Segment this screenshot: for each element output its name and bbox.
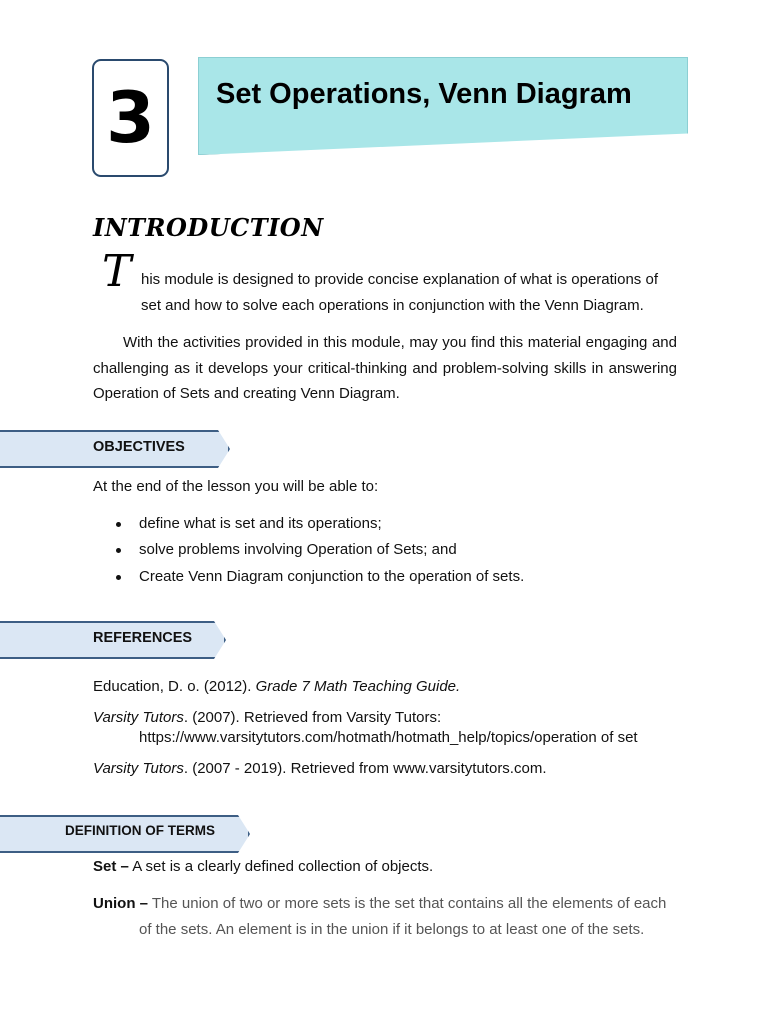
module-number: 3 [106,77,155,159]
term-union-definition: The union of two or more sets is the set that contains all the elements of each [148,895,667,912]
reference-3-text: . (2007 - 2019). Retrieved from www.varsitytutors.com. [183,760,547,777]
term-union-name: Union – [93,895,148,912]
intro-paragraph-2: With the activities provided in this module, may you find this material engaging and challenging as it develops your critical-thinking and problem-solving skills in answering Operation of Sets and creating Venn Diagram. [93,334,677,402]
term-set-definition: A set is a clearly defined collection of objects. [128,858,434,875]
reference-2-url: https://www.varsitytutors.com/hotmath/hotmath_help/topics/operation of set [139,729,638,746]
bullet-dot [116,575,121,580]
definitions-label: DEFINITION OF TERMS [65,823,215,838]
bullet-dot [116,548,121,553]
introduction-heading: INTRODUCTION [93,213,324,242]
intro-paragraph-1: his module is designed to provide concise explanation of what is operations of set and how to solve each operations in conjunction with the Venn Diagram. [141,271,658,314]
bullet-dot [116,522,121,527]
reference-1 [93,678,460,695]
reference-1-text: Education, D. o. (2012). [93,678,256,695]
reference-3 [93,760,546,777]
references-label: REFERENCES [93,630,193,646]
term-set-name: Set – [93,858,129,875]
module-title: Set Operations, Venn Diagram [216,78,632,110]
reference-1-title: Grade 7 Math Teaching Guide. [255,678,461,695]
objective-item-3: Create Venn Diagram conjunction to the operation of sets. [139,568,525,585]
objectives-label: OBJECTIVES [93,439,185,455]
reference-2-text: . (2007). Retrieved from Varsity Tutors: [183,709,442,726]
drop-cap: T [102,246,132,297]
objective-item-1: define what is set and its operations; [139,515,382,532]
term-set [93,858,433,875]
module-number-box [92,59,169,177]
term-union [93,895,666,912]
reference-2-title: Varsity Tutors [93,709,184,726]
term-union-definition-cont: of the sets. An element is in the union if it belongs to at least one of the sets. [139,921,645,938]
reference-3-title: Varsity Tutors [93,760,184,777]
objectives-lead: At the end of the lesson you will be able to: [93,478,379,495]
reference-2 [93,709,441,726]
objective-item-2: solve problems involving Operation of Sets; and [139,541,457,558]
